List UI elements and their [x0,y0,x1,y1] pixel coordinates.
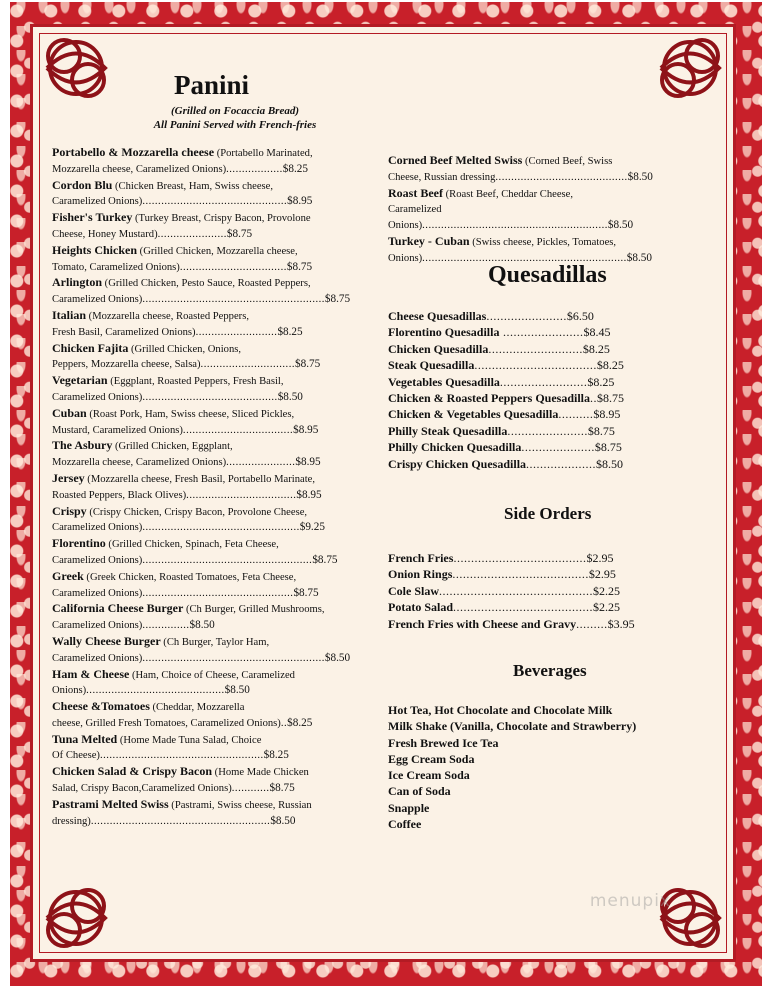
item-name: Cheese &Tomatoes [52,699,150,714]
menu-item [52,471,362,504]
menu-item [52,275,362,308]
item-description: (Chicken Breast, Ham, Swiss cheese, [112,180,273,192]
menu-item [388,456,688,472]
dot-leader: ........................... [488,341,583,356]
item-description: Roasted Peppers, Black Olives) [52,489,187,501]
item-price: $9.25 [299,521,325,534]
menu-item [52,308,362,341]
item-description: (Grilled Chicken, Eggplant, [112,441,233,453]
beverage-item: Coffee [388,817,422,832]
beverage-item: Hot Tea, Hot Chocolate and Chocolate Milk [388,703,613,717]
menu-page [10,2,762,986]
dot-leader: ...................... [157,228,227,240]
dot-leader: ..................... [521,440,595,455]
item-name: Roast Beef [388,185,443,200]
item-name: Florentino [52,536,106,551]
item-description: Caramelized Onions) [52,620,143,632]
item-description: Cheese, Honey Mustard) [52,228,158,240]
item-name: Onion Rings [388,567,453,582]
item-name: Wally Cheese Burger [52,633,161,648]
beverages-list [388,702,688,832]
item-price: $8.75 [324,293,351,306]
beverage-item: Egg Cream Soda [388,751,475,766]
item-price: $6.50 [566,309,594,323]
item-name: Philly Steak Quesadilla [388,423,508,438]
item-description: (Roast Beef, Cheddar Cheese, [442,188,574,200]
menu-item [388,374,688,390]
item-description: Mozzarella cheese, Caramelized Onions) [52,457,227,469]
item-description: (Grilled Chicken, Spinach, Feta Cheese, [105,539,279,551]
menu-item [388,357,688,373]
dot-leader: ................................................................. [422,252,627,264]
menu-item [52,634,362,667]
quesadillas-list [388,308,688,472]
item-price: $8.75 [226,227,253,240]
item-price: $8.95 [287,195,313,208]
item-description: (Corned Beef, Swiss [522,156,613,167]
item-description: Caramelized Onions) [52,652,143,664]
item-price: $2.25 [593,583,620,598]
item-description: (Mozzarella cheese, Roasted Peppers, [86,310,249,322]
dot-leader: .. [280,717,288,729]
menu-item [388,550,688,566]
menu-item [52,667,362,700]
menu-item [388,566,688,582]
item-description: (Swiss cheese, Pickles, Tomatoes, [469,236,617,248]
item-price: $8.75 [587,423,615,438]
item-description: (Greek Chicken, Roasted Tomatoes, Feta Cheese, [83,571,297,583]
item-name: Cole Slaw [388,583,439,598]
item-name: Philly Chicken Quesadilla [388,440,522,455]
menu-item [388,406,688,422]
item-price: $8.95 [296,488,322,501]
menu-item [52,438,362,471]
item-description: (Cheddar, Mozzarella [149,702,245,714]
menu-item [388,341,688,357]
item-description: Salad, Crispy Bacon,Caramelized Onions) [52,783,232,795]
item-name: Steak Quesadilla [388,358,475,373]
item-price: $2.95 [586,551,614,565]
menu-item [52,732,362,765]
item-price: $8.95 [593,407,621,422]
item-price: $8.50 [224,684,250,697]
item-description: Mustard, Caramelized Onions) [52,424,183,436]
item-price: $8.25 [587,374,615,389]
item-description: Caramelized Onions) [52,196,143,208]
item-description: Peppers, Mozzarella cheese, Salsa) [52,359,201,371]
dot-leader: ............................................ [86,685,225,697]
item-description: (Ch Burger, Grilled Mushrooms, [183,604,325,616]
item-name: French Fries with Cheese and Gravy [388,616,577,631]
item-price: $8.25 [596,358,624,373]
dot-leader: .................... [526,456,597,471]
dot-leader: ................................................ [142,587,294,599]
menu-item [52,569,362,602]
dot-leader: .................. [226,163,283,175]
panini-subtitle: All Panini Served with French-fries [153,119,317,131]
item-description: Caramelized Onions) [52,294,143,306]
item-description: Caramelized Onions) [388,204,442,232]
celtic-knot-icon [39,881,113,955]
dot-leader: ...................... [226,457,296,469]
item-name: Vegetables Quesadilla [388,374,500,389]
menu-item [388,616,688,632]
item-name: Heights Chicken [52,242,138,257]
dot-leader: ....................................... [452,567,589,582]
dot-leader: .. [590,391,598,406]
menu-item [52,699,362,732]
dot-leader: ........................................ [453,600,594,615]
dot-leader: .......................................... [495,171,628,183]
item-name: Corned Beef Melted Swiss [388,153,523,167]
item-name: French Fries [388,551,454,565]
item-description: dressing) [52,815,91,827]
celtic-knot-icon [39,31,113,105]
item-price: $8.45 [583,325,611,340]
item-price: $8.25 [263,749,289,762]
dot-leader: ................................... [474,358,597,373]
menu-item [388,324,688,340]
dot-leader: ......... [576,616,608,631]
item-price: $8.50 [607,219,634,232]
menu-item [388,583,688,599]
item-description: Caramelized Onions) [52,391,143,403]
item-name: Chicken Fajita [52,340,129,355]
item-description: (Ham, Choice of Cheese, Caramelized [129,669,295,681]
item-name: Chicken Quesadilla [388,341,489,356]
dot-leader: ......................................................... [90,815,271,827]
menu-item [52,178,362,211]
dot-leader: ....................... [499,325,584,340]
item-name: Turkey - Cuban [388,233,470,248]
item-price: $8.95 [295,456,321,469]
item-description: Cheese, Russian dressing [388,171,496,183]
dot-leader: ............... [142,620,190,632]
dot-leader: .................................. [179,261,287,273]
item-description: Fresh Basil, Caramelized Onions) [52,326,196,338]
item-description: (Grilled Chicken, Pesto Sauce, Roasted Peppers, [102,278,311,290]
menu-item [52,601,362,634]
item-name: Italian [52,307,87,322]
item-name: Vegetarian [52,373,108,388]
item-name: Jersey [52,470,85,485]
quesadillas-heading: Quesadillas [488,262,607,288]
side-orders-heading: Side Orders [504,504,592,523]
dot-leader: ................................... [182,424,294,436]
menu-item [52,341,362,374]
panini-subtitle: (Grilled on Focaccia Bread) [170,105,299,117]
item-name: Chicken Salad & Crispy Bacon [52,764,213,779]
beverage-item: Fresh Brewed Ice Tea [388,735,499,750]
item-price: $8.75 [295,358,321,371]
menu-item [388,439,688,455]
menu-item [388,308,688,324]
item-name: Chicken & Roasted Peppers Quesadilla [388,391,591,406]
item-price: $8.50 [626,251,652,264]
item-price: $2.25 [593,600,621,615]
item-description: (Grilled Chicken, Onions, [128,343,242,355]
item-description: (Home Made Tuna Salad, Choice [117,734,262,746]
item-price: $8.25 [582,341,610,356]
item-name: Cheese Quesadillas [388,309,487,323]
item-description: Caramelized Onions) [52,522,143,534]
item-description: (Grilled Chicken, Mozzarella cheese, [137,245,298,257]
item-description: (Eggplant, Roasted Peppers, Fresh Basil, [107,376,284,388]
menu-item [52,210,362,243]
beverage-item: Can of Soda [388,784,451,799]
item-name: Potato Salad [388,600,454,615]
item-price: $8.75 [597,391,625,406]
item-name: Fisher's Turkey [52,210,133,225]
dot-leader: .......................................................... [142,652,325,664]
item-name: Greek [52,568,84,583]
item-description: (Turkey Breast, Crispy Bacon, Provolone [132,213,311,225]
dot-leader: ............ [231,783,270,795]
item-price: $8.75 [286,260,313,273]
item-description: Caramelized Onions) [52,587,143,599]
dot-leader: .......................................................... [142,294,325,306]
dot-leader: ................................... [186,489,297,501]
item-description: cheese, Grilled Fresh Tomatoes, Caramelized Onions) [52,717,281,729]
dot-leader: .................................................... [99,750,264,762]
panini-heading: Panini [174,70,250,100]
item-name: Chicken & Vegetables Quesadilla [388,407,559,422]
item-name: Arlington [52,275,103,290]
item-name: California Cheese Burger [52,601,184,616]
dot-leader: .......... [558,407,594,422]
dot-leader: ........................................... [142,391,278,403]
watermark: menupix [589,891,671,911]
item-description: (Ch Burger, Taylor Ham, [160,636,270,648]
menu-item [52,764,362,797]
dot-leader: ........................................................... [422,220,608,232]
dot-leader: ......................... [499,374,588,389]
item-name: Cordon Blu [52,177,113,192]
item-price: $8.25 [287,716,313,729]
menu-item [52,504,362,537]
item-price: $8.50 [189,619,215,632]
item-description: (Home Made Chicken [212,767,309,779]
dot-leader: .............................. [200,359,295,371]
item-price: $8.50 [277,390,303,403]
side-orders-list [388,550,688,632]
item-name: Portabello & Mozzarella cheese [52,145,215,159]
menu-item [52,373,362,406]
dot-leader: ...................................... [453,551,587,565]
item-name: Crispy Chicken Quesadilla [388,456,527,471]
item-name: Ham & Cheese [52,666,130,681]
panini-list [52,145,362,829]
dot-leader: .............................................. [142,196,288,208]
item-price: $8.75 [594,440,622,455]
item-description: (Pastrami, Swiss cheese, Russian [168,799,312,811]
beverage-item: Ice Cream Soda [388,768,470,783]
dot-leader: ....................... [507,423,588,438]
item-description: Caramelized Onions) [52,554,143,566]
dot-leader: ...................................................... [142,554,313,566]
item-price: $3.95 [607,616,635,631]
menu-item [52,406,362,439]
item-name: Pastrami Melted Swiss [52,796,169,811]
item-price: $8.50 [627,170,653,183]
item-name: Florentino Quesadilla [388,325,500,340]
dot-leader: .................................................. [142,522,300,534]
menu-item [52,243,362,276]
menu-item [52,536,362,569]
panini-list-continued [388,153,688,267]
menu-item [52,797,362,830]
item-name: Crispy [52,503,87,518]
item-description: Mozzarella cheese, Caramelized Onions) [52,163,227,175]
item-description: Of Cheese) [52,750,100,762]
item-name: Cuban [52,405,87,420]
celtic-knot-icon [653,31,727,105]
item-description: (Mozzarella cheese, Fresh Basil, Portabello Marinate, [84,473,315,485]
dot-leader: ............................................ [439,583,593,598]
item-price: $8.75 [312,553,338,566]
item-description: Onions) [388,252,423,264]
beverage-item: Snapple [388,800,430,815]
dot-leader: ....................... [486,309,567,323]
beverages-heading: Beverages [513,661,587,680]
item-description: (Crispy Chicken, Crispy Bacon, Provolone Cheese, [86,506,308,518]
item-price: $8.95 [293,423,319,436]
dot-leader: .......................... [195,326,278,338]
menu-item [388,186,688,234]
item-price: $8.75 [269,782,295,795]
item-price: $8.50 [324,651,351,664]
item-price: $8.50 [270,814,296,827]
menu-item [52,145,362,178]
item-description: Onions) [52,685,87,697]
item-description: Tomato, Caramelized Onions) [52,261,180,273]
menu-item [388,599,688,615]
item-name: Tuna Melted [52,731,118,746]
menu-item [388,153,688,186]
item-price: $8.50 [596,456,624,471]
beverage-item: Milk Shake (Vanilla, Chocolate and Strawberry) [388,719,637,734]
menu-item [388,423,688,439]
menu-item [388,390,688,406]
item-description: (Portabello Marinated, [214,148,313,159]
item-price: $2.95 [588,567,616,582]
item-description: (Roast Pork, Ham, Swiss cheese, Sliced Pickles, [86,408,295,420]
item-price: $8.25 [282,162,308,175]
item-name: The Asbury [52,438,113,453]
item-price: $8.25 [277,325,303,338]
item-price: $8.75 [293,586,319,599]
